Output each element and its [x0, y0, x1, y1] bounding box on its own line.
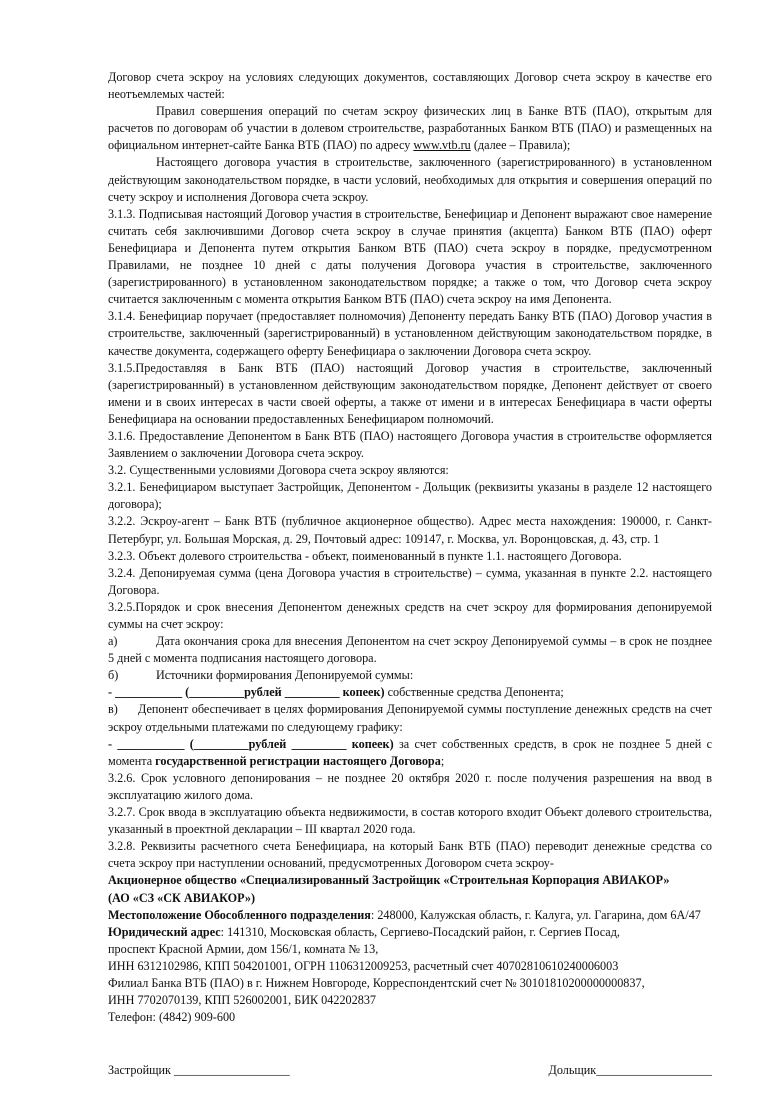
- vtb-link[interactable]: www.vtb.ru: [413, 138, 471, 153]
- company-legal-address-2: проспект Красной Армии, дом 156/1, комната № 13,: [108, 941, 379, 956]
- item-a-text: Дата окончания срока для внесения Депонентом на счет эскроу Депонируемой суммы – в срок не позднее 5 дней с момента подписания настоящего договора.: [108, 634, 712, 666]
- clause-3-1-3: 3.1.3. Подписывая настоящий Договор участия в строительстве, Бенефициар и Депонент выражают свое намерение считать себя заключившими Договор счета эскроу в случае принятия (акцепта) Банком ВТБ (ПАО) оферт Бенефициара и Депонента путем открытия Банком ВТБ (ПАО) счета эскроу в порядке, предусмотренном Правилами, не позднее 10 дней с даты получения Договора участия в строительстве, заключенного (зарегистрированного) в установленном законодательством порядке; а также о том, что Договор счета эскроу считается заключенным с момента открытия Банком ВТБ (ПАО) счета эскроу на имя Депонента.: [108, 206, 712, 307]
- document-body: [108, 0, 712, 1119]
- rules-text: Правил совершения операций по счетам эскроу физических лиц в Банке ВТБ (ПАО), открытым для расчетов по договорам об участии в долевом строительстве, разработанных Банком ВТБ (ПАО) и размещенных на официальном интернет-сайте Банка ВТБ (ПАО) по адресу: [108, 104, 712, 153]
- clause-3-2-1: 3.2.1. Бенефициаром выступает Застройщик, Депонентом - Дольщик (реквизиты указаны в разделе 12 настоящего договора);: [108, 480, 712, 512]
- clause-3-2-7: 3.2.7. Срок ввода в эксплуатацию объекта недвижимости, в состав которого входит Объект долевого строительства, указанный в проектной декларации – III квартал 2020 года.: [108, 805, 712, 837]
- signature-row: [108, 1062, 712, 1119]
- contract-paragraph: Настоящего договора участия в строительстве, заключенного (зарегистрированного) в установленном действующим законодательством порядке, в части условий, необходимых для открытия и совершения операций по счету эскроу и исполнения Договора счета эскроу.: [108, 155, 712, 204]
- payment-text: за счет собственных средств, в срок не позднее 5 дней с момента: [108, 736, 713, 768]
- item-v: [108, 701, 712, 735]
- rules-paragraph: [108, 103, 712, 154]
- clause-3-2-3: 3.2.3. Объект долевого строительства - объект, поименованный в пункте 1.1. настоящего Договора.: [108, 548, 622, 563]
- location-label: Местоположение Обособленного подразделения: [108, 907, 371, 922]
- location-value: : 248000, Калужская область, г. Калуга, ул. Гагарина, дом 6А/47: [370, 907, 701, 922]
- company-phone: Телефон: (4842) 909-600: [108, 1010, 236, 1025]
- item-v-label: в): [108, 702, 118, 717]
- clause-3-2-6: 3.2.6. Срок условного депонирования – не позднее 20 октября 2020 г. после получения разрешения на ввод в эксплуатацию жилого дома.: [108, 770, 712, 802]
- company-bank: Филиал Банка ВТБ (ПАО) в г. Нижнем Новгороде, Корреспондентский счет № 30101810200000000837,: [108, 975, 645, 990]
- shareholder-signature: Дольщик___________________: [548, 1063, 712, 1078]
- own-funds-blank: - ___________ (_________рублей _________ копеек): [108, 685, 385, 700]
- payment-end: ;: [440, 753, 445, 768]
- item-b-label: б): [108, 668, 119, 683]
- item-a-label: а): [108, 634, 118, 649]
- item-b: [108, 667, 712, 684]
- company-name: Акционерное общество «Специализированный Застройщик «Строительная Корпорация АВИАКОР»: [108, 873, 670, 888]
- legal-label: Юридический адрес: [108, 924, 221, 939]
- payment-line: [108, 736, 712, 770]
- company-legal-address: [108, 924, 712, 941]
- rules-text-end: (далее – Правила);: [470, 138, 571, 153]
- company-location: [108, 907, 712, 924]
- payment-registration: государственной регистрации настоящего Договора: [155, 753, 441, 768]
- clause-3-2-5: 3.2.5.Порядок и срок внесения Депонентом денежных средств на счет эскроу для формирования депонируемой суммы на счет эскроу:: [108, 599, 712, 631]
- legal-value: : 141310, Московская область, Сергиево-Посадский район, г. Сергиев Посад,: [220, 924, 620, 939]
- company-ids: ИНН 6312102986, КПП 504201001, ОГРН 1106312009253, расчетный счет 40702810610240006003: [108, 958, 619, 973]
- company-bank-ids: ИНН 7702070139, КПП 526002001, БИК 042202837: [108, 993, 377, 1008]
- clause-3-2-2: 3.2.2. Эскроу-агент – Банк ВТБ (публичное акционерное общество). Адрес места нахождения: 190000, г. Санкт-Петербург, ул. Большая Морская, д. 29, Почтовый адрес: 109147, г. Москва, ул. Воронцовская, д. 43, стр. 1: [108, 514, 712, 546]
- payment-blank: - ___________ (_________рублей _________ копеек): [108, 736, 394, 751]
- clause-3-1-4: 3.1.4. Бенефициар поручает (предоставляет полномочия) Депоненту передать Банку ВТБ (ПАО) Договор участия в строительстве, заключенный (зарегистрированный) в установленном действующим законодательством порядке, в качестве документа, содержащего оферту Бенефициара о заключении Договора счета эскроу.: [108, 309, 712, 358]
- own-funds-line: [108, 684, 712, 701]
- item-v-text: Депонент обеспечивает в целях формирования Депонируемой суммы поступление денежных средств на счет эскроу отдельными платежами по следующему графику:: [108, 702, 712, 734]
- intro-paragraph: Договор счета эскроу на условиях следующих документов, составляющих Договор счета эскроу в качестве его неотъемлемых частей:: [108, 70, 712, 102]
- clause-3-2-4: 3.2.4. Депонируемая сумма (цена Договора участия в строительстве) – сумма, указанная в пункте 2.2. настоящего Договора.: [108, 565, 712, 597]
- clause-3-1-6: 3.1.6. Предоставление Депонентом в Банк ВТБ (ПАО) настоящего Договора участия в строительстве оформляется Заявлением о заключении Договора счета эскроу.: [108, 428, 712, 461]
- item-b-text: Источники формирования Депонируемой суммы:: [156, 668, 414, 683]
- item-a: [108, 633, 712, 667]
- own-funds-text: собственные средства Депонента;: [384, 685, 564, 700]
- company-short-name: (АО «СЗ «СК АВИАКОР»): [108, 890, 256, 905]
- clause-3-1-5: 3.1.5.Предоставляя в Банк ВТБ (ПАО) настоящий Договор участия в строительстве, заключенный (зарегистрированный) в установленном действующим законодательством порядке, Депонент действует от своего имени и в своих интересах в части своей оферты, а также от имени и в интересах Бенефициара в части оферты Бенефициара на основании предоставленных Бенефициаром полномочий.: [108, 360, 712, 426]
- developer-signature: Застройщик ___________________: [108, 1063, 290, 1078]
- clause-3-2: 3.2. Существенными условиями Договора счета эскроу являются:: [108, 463, 449, 478]
- clause-3-2-8: 3.2.8. Реквизиты расчетного счета Бенефициара, на который Банк ВТБ (ПАО) переводит денежные средства со счета эскроу при наступлении оснований, предусмотренных Договором счета эскроу-: [108, 839, 712, 871]
